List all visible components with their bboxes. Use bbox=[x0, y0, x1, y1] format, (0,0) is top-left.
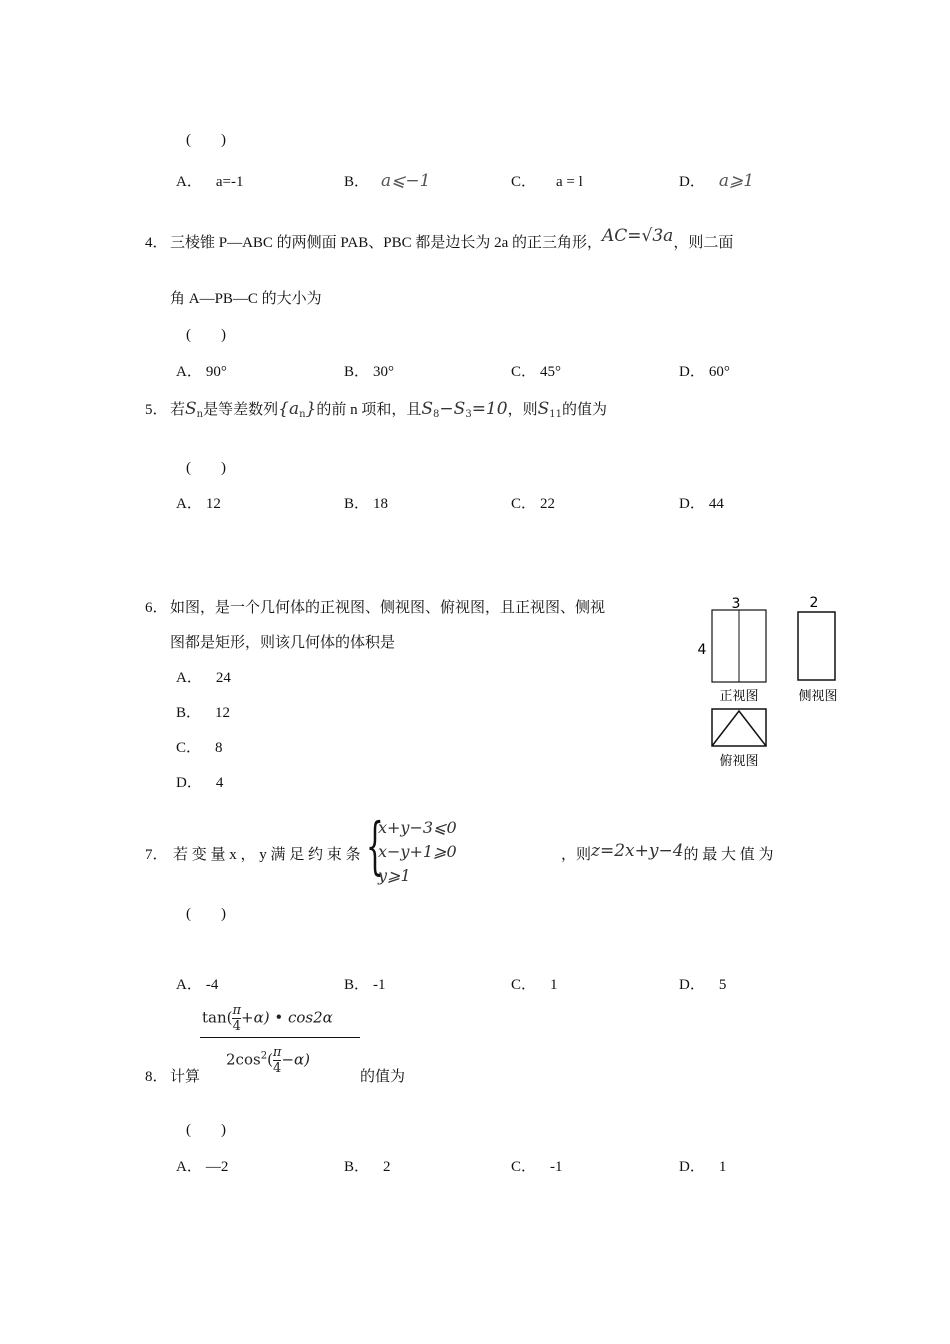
top-view-label: 俯视图 bbox=[719, 754, 759, 769]
q8-option-d: D． 1 bbox=[679, 1159, 727, 1175]
q6-option-b: B． 12 bbox=[176, 705, 231, 721]
q7-constraint-3: y⩾1 bbox=[378, 866, 411, 885]
q7-option-d: D． 5 bbox=[679, 977, 727, 993]
q5-number: 5． bbox=[145, 402, 168, 418]
q7-constraint-2: x−y+1⩾0 bbox=[378, 842, 457, 861]
q6-stem-line2: 图都是矩形，则该几何体的体积是 bbox=[170, 635, 396, 651]
q4-stem-line2: 角 A—PB—C 的大小为 bbox=[170, 291, 322, 307]
q5-math-s11: $S_{11}$ bbox=[537, 399, 562, 420]
q7-answer-paren: ( ) bbox=[186, 906, 226, 922]
side-view-label: 侧视图 bbox=[798, 689, 838, 704]
front-view-label: 正视图 bbox=[719, 689, 759, 704]
q8-option-a: A． —2 bbox=[176, 1159, 229, 1175]
q4-stem: 三棱锥 P—ABC 的两侧面 PAB、PBC 都是边长为 2a 的正三角形，AC=√3a，则二面 bbox=[170, 226, 734, 251]
q7-objective: z=2x+y−4 bbox=[591, 841, 684, 861]
q3-option-c: C． a = l bbox=[511, 174, 583, 190]
q7-constraints bbox=[378, 816, 457, 888]
q6-option-d: D． 4 bbox=[176, 775, 224, 791]
top-view bbox=[712, 709, 766, 769]
q8-fraction-bar bbox=[200, 1037, 360, 1038]
q5-answer-paren: ( ) bbox=[186, 460, 226, 476]
q7-number: 7． bbox=[145, 847, 168, 863]
q8-number: 8． bbox=[145, 1069, 168, 1085]
q7-stem-end: ，则z=2x+y−4的 最 大 值 为 bbox=[561, 841, 774, 863]
q8-numerator: tan( $\frac{\pi}{4}$ +α) • cos2α bbox=[202, 1003, 333, 1034]
q5-math-sn: $S_n$ bbox=[185, 399, 204, 420]
q7-option-b: B． -1 bbox=[344, 977, 386, 993]
q4-option-c: C． 45° bbox=[511, 364, 562, 380]
q6-stem-line1: 如图，是一个几何体的正视图、侧视图、俯视图，且正视图、侧视 bbox=[170, 600, 606, 616]
q5-option-c: C． 22 bbox=[511, 496, 556, 512]
q7-constraint-1: x+y−3⩽0 bbox=[378, 818, 457, 837]
q5-option-b: B． 18 bbox=[344, 496, 389, 512]
q7-brace: { bbox=[366, 809, 384, 882]
q5-option-a: A． 12 bbox=[176, 496, 221, 512]
q3-option-d: D． a⩾1 bbox=[679, 171, 755, 191]
q8-stem-end: 的值为 bbox=[360, 1069, 406, 1085]
three-view-figure bbox=[690, 590, 860, 775]
q7-option-a: A． -4 bbox=[176, 977, 219, 993]
q4-option-a: A． 90° bbox=[176, 364, 227, 380]
q4-option-d: D． 60° bbox=[679, 364, 730, 380]
q4-math-ac: AC=√3a bbox=[602, 226, 674, 246]
q3-option-a: A． a=-1 bbox=[176, 174, 244, 190]
front-width-label: 3 bbox=[731, 596, 741, 612]
side-view bbox=[798, 595, 838, 704]
q5-option-d: D． 44 bbox=[679, 496, 724, 512]
q6-option-c: C． 8 bbox=[176, 740, 223, 756]
front-view bbox=[698, 596, 766, 704]
q6-option-a: A． 24 bbox=[176, 670, 231, 686]
q8-denominator: $2\cos^2$( $\frac{\pi}{4}$ −α) bbox=[226, 1045, 311, 1076]
q8-option-b: B． 2 bbox=[344, 1159, 391, 1175]
q4-option-b: B． 30° bbox=[344, 364, 395, 380]
q8-stem-start: 计算 bbox=[170, 1069, 201, 1085]
q7-stem-start: 若 变 量 x ， y 满 足 约 束 条 bbox=[173, 847, 361, 863]
front-height-label: 4 bbox=[697, 642, 707, 658]
q8-answer-paren: ( ) bbox=[186, 1122, 226, 1138]
side-width-label: 2 bbox=[809, 595, 819, 611]
q5-math-an: $\{a_n\}$ bbox=[278, 399, 317, 420]
q5-stem: 若$S_n$是等差数列$\{a_n\}$的前 n 项和，且$S_8-S_3=10$，则$S_{11}$的值为 bbox=[170, 399, 607, 420]
q4-answer-paren: ( ) bbox=[186, 327, 226, 343]
q5-math-equation: $S_8-S_3=10$ bbox=[421, 399, 508, 420]
q6-number: 6． bbox=[145, 600, 168, 616]
q8-option-c: C． -1 bbox=[511, 1159, 563, 1175]
q7-option-c: C． 1 bbox=[511, 977, 558, 993]
q4-number: 4． bbox=[145, 235, 168, 251]
q3-option-b: B． a⩽−1 bbox=[344, 171, 431, 191]
q3-answer-paren: ( ) bbox=[186, 132, 226, 148]
